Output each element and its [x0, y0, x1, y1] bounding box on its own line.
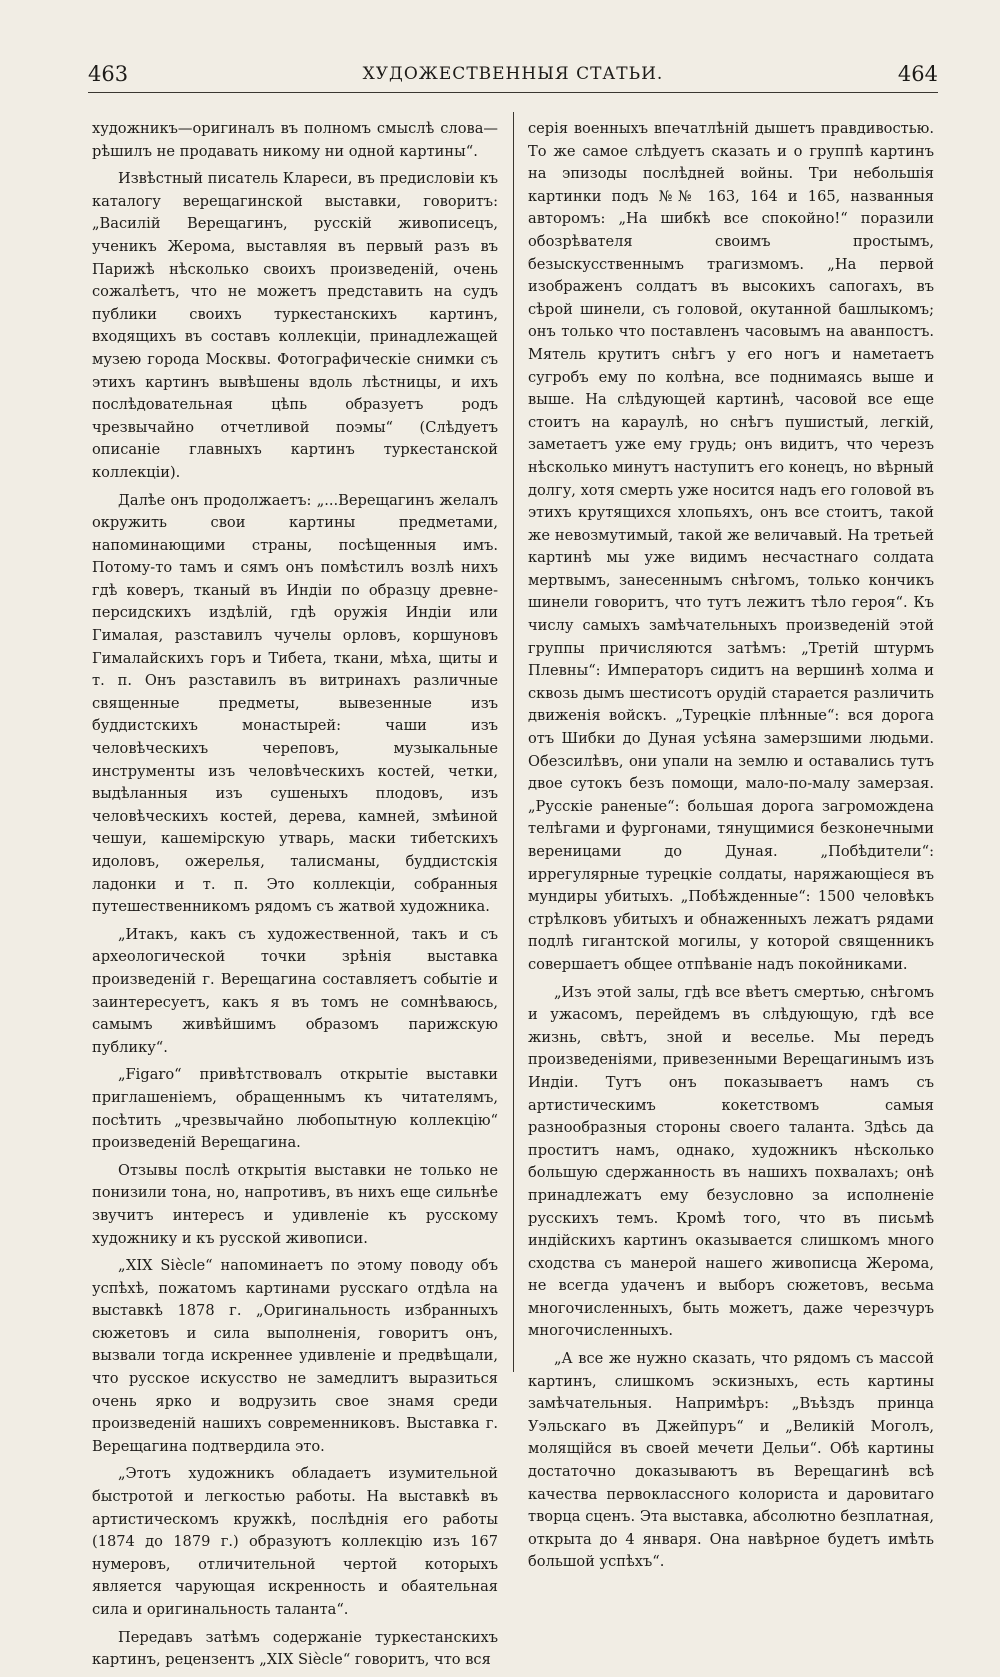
running-title: ХУДОЖЕСТВЕННЫЯ СТАТЬИ. — [362, 64, 664, 84]
left-column — [92, 118, 498, 1677]
paragraph: „XIX Siècle“ напоминаетъ по этому поводу объ успѣхѣ, пожатомъ картинами русскаго отдѣла на выставкѣ 1878 г. „Оригинальность избранныхъ сюжетовъ и сила выполненія, говоритъ онъ, вызвали тогда искреннее удивленіе и предвѣщали, что русское искусство не замедлитъ выразиться очень ярко и водрузить свое знамя среди произведеній нашихъ современниковъ. Выставка г. Верещагина подтвердила это. — [92, 1257, 498, 1455]
column-divider — [513, 112, 514, 1372]
paragraph: художникъ—оригиналъ въ полномъ смыслѣ слова— рѣшилъ не продавать никому ни одной картины“. — [92, 120, 498, 160]
paragraph: „Изъ этой залы, гдѣ все вѣетъ смертью, снѣгомъ и ужасомъ, перейдемъ въ слѣдующую, гдѣ все жизнь, свѣтъ, зной и веселье. Мы передъ произведеніями, привезенными Верещагинымъ изъ Индіи. Тутъ онъ показываетъ намъ съ артистическимъ кокетствомъ самыя разнообразныя стороны своего таланта. Здѣсь да проститъ намъ, однако, художникъ нѣсколько большую сдержанность въ нашихъ похвалахъ; онѣ принадлежатъ ему безусловно за исполненіе русскихъ темъ. Кромѣ того, что въ письмѣ индійскихъ картинъ оказывается слишкомъ много сходства съ манерой нашего живописца Жерома, не всегда удаченъ и выборъ сюжетовъ, весьма многочисленныхъ, быть можетъ, даже черезчуръ многочисленныхъ. — [528, 983, 934, 1340]
page-number-left: 463 — [88, 62, 129, 86]
paragraph: „Этотъ художникъ обладаетъ изумительной быстротой и легкостью работы. На выставкѣ въ артистическомъ кружкѣ, послѣднія его работы (1874 до 1879 г.) образуютъ коллекцію изъ 167 нумеровъ, отличительной чертой которыхъ является чарующая искренность и обаятельная сила и оригинальность таланта“. — [92, 1465, 498, 1618]
paragraph: серія военныхъ впечатлѣній дышетъ правдивостью. То же самое слѣдуетъ сказать и о группѣ картинъ на эпизоды послѣдней войны. Три небольшія картинки подъ №№ 163, 164 и 165, названныя авторомъ: „На шибкѣ все спокойно!“ поразили обозрѣвателя своимъ простымъ, безыскусственнымъ трагизмомъ. „На первой изображенъ солдатъ въ высокихъ сапогахъ, въ сѣрой шинели, съ головой, окутанной башлыкомъ; онъ только что поставленъ часовымъ на аванпостъ. Мятель крутитъ снѣгъ у его ногъ и наметаетъ сугробъ ему по колѣна, все поднимаясь выше и выше. На слѣдующей картинѣ, часовой все еще стоитъ на караулѣ, но снѣгъ пушистый, легкій, заметаетъ уже ему грудь; онъ видитъ, что черезъ нѣсколько минутъ наступитъ его конецъ, но вѣрный долгу, хотя смерть уже носится надъ его головой въ этихъ крутящихся хлопьяхъ, онъ все стоитъ, такой же невозмутимый, такой же величавый. На третьей картинѣ мы уже видимъ несчастнаго солдата мертвымъ, занесеннымъ снѣгомъ, только кончикъ шинели говоритъ, что тутъ лежитъ тѣло героя“. Къ числу самыхъ замѣчательныхъ произведеній этой группы причисляются затѣмъ: „Третій штурмъ Плевны“: Императоръ сидитъ на вершинѣ холма и сквозь дымъ шестисотъ орудій старается различить движенія войскъ. „Турецкіе плѣнные“: вся дорога отъ Шибки до Дуная усѣяна замерзшими людьми. Обезсилѣвъ, они упали на землю и оставались тутъ двое сутокъ безъ помощи, мало-по-малу замерзая. „Русскіе раненые“: большая дорога загромождена телѣгами и фургонами, тянущимися безконечными вереницами до Дуная. „Побѣдители“: иррегулярные турецкіе солдаты, наряжающіеся въ мундиры убитыхъ. „Побѣжденные“: 1500 человѣкъ стрѣлковъ убитыхъ и обнаженныхъ лежатъ рядами подлѣ гигантской могилы, у которой священникъ совершаетъ общее отпѣваніе надъ покойниками. — [528, 120, 934, 973]
page-number-right: 464 — [897, 62, 938, 86]
paragraph: Отзывы послѣ открытія выставки не только не понизили тона, но, напротивъ, въ нихъ еще сильнѣе звучитъ интересъ и удивленіе къ русскому художнику и къ русской живописи. — [92, 1161, 498, 1247]
paragraph: Далѣе онъ продолжаетъ: „...Верещагинъ желалъ окружить свои картины предметами, напоминающими страны, посѣщенныя имъ. Потому-то тамъ и сямъ онъ помѣстилъ возлѣ нихъ гдѣ коверъ, тканый въ Индіи по образцу древне-персидскихъ издѣлій, гдѣ оружія Индіи или Гималая, разставилъ чучелы орловъ, коршуновъ Гималайскихъ горъ и Тибета, ткани, мѣха, щиты и т. п. Онъ разставилъ въ витринахъ различные священные предметы, вывезенные изъ буддистскихъ монастырей: чаши изъ человѣческихъ череповъ, музыкальные инструменты изъ человѣческихъ костей, четки, выдѣланныя изъ сушеныхъ плодовъ, изъ человѣческихъ костей, дерева, камней, змѣиной чешуи, кашемірскую утварь, маски тибетскихъ идоловъ, ожерелья, талисманы, буддистскія ладонки и т. п. Это коллекціи, собранныя путешественникомъ рядомъ съ жатвой художника. — [92, 491, 498, 916]
right-column — [528, 118, 934, 1579]
paragraph: „Figaro“ привѣтствовалъ открытіе выставки приглашеніемъ, обращеннымъ къ читателямъ, посѣтить „чрезвычайно любопытную коллекцію“ произведеній Верещагина. — [92, 1066, 498, 1152]
paragraph: „А все же нужно сказать, что рядомъ съ массой картинъ, слишкомъ эскизныхъ, есть картины замѣчательныя. Напримѣръ: „Въѣздъ принца Уэльскаго въ Джейпуръ“ и „Великій Моголъ, молящійся въ своей мечети Дельи“. Обѣ картины достаточно доказываютъ въ Верещагинѣ всѣ качества первоклассного колориста и даровитаго творца сценъ. Эта выставка, абсолютно безплатная, открыта до 4 января. Она навѣрное будетъ имѣть большой успѣхъ“. — [528, 1350, 934, 1571]
paragraph: Передавъ затѣмъ содержаніе туркестанскихъ картинъ, рецензентъ „XIX Siècle“ говоритъ, что вся — [92, 1628, 498, 1669]
paragraph: „Итакъ, какъ съ художественной, такъ и съ археологической точки зрѣнія выставка произведеній г. Верещагина составляетъ событіе и заинтересуетъ, какъ я въ томъ не сомнѣваюсь, самымъ живѣйшимъ образомъ парижскую публику“. — [92, 925, 498, 1056]
page-header — [88, 58, 938, 93]
paragraph: Извѣстный писатель Клареси, въ предисловіи къ каталогу верещагинской выставки, говоритъ: „Василій Верещагинъ, русскій живописецъ, ученикъ Жерома, выставляя въ первый разъ въ Парижѣ нѣсколько своихъ произведеній, очень сожалѣетъ, что не можетъ представить на судъ публики своихъ туркестанскихъ картинъ, входящихъ въ составъ коллекціи, принадлежащей музею города Москвы. Фотографическіе снимки съ этихъ картинъ вывѣшены вдоль лѣстницы, и ихъ послѣдовательная цѣпь образуетъ родъ чрезвычайно отчетливой поэмы“ (Слѣдуетъ описаніе главныхъ картинъ туркестанской коллекціи). — [92, 170, 498, 481]
